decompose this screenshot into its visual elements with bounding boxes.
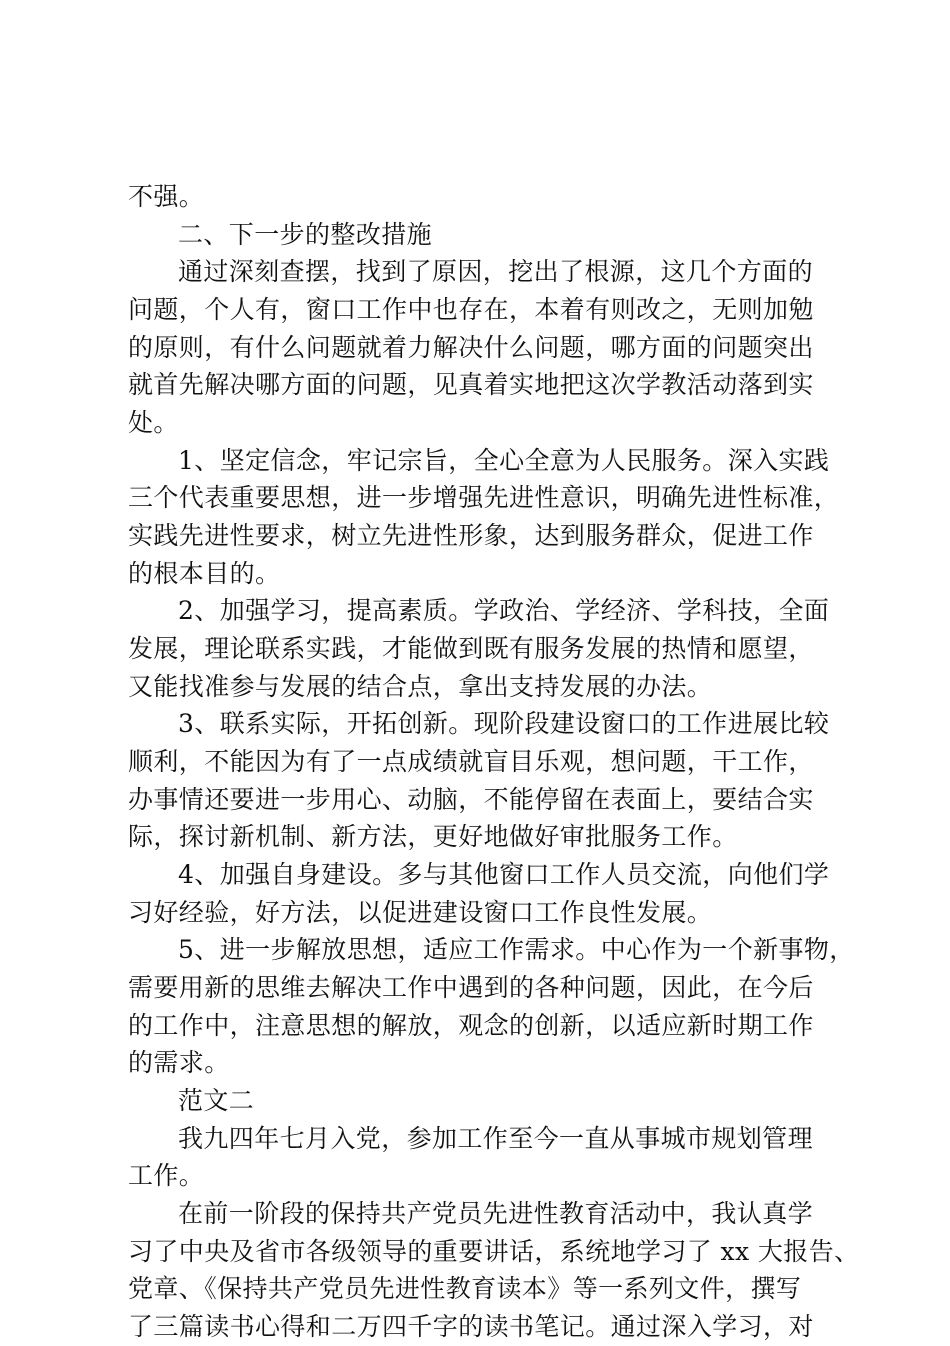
text-line: 就首先解决哪方面的问题，见真着实地把这次学教活动落到实 — [128, 370, 814, 399]
text-line: 习好经验，好方法，以促进建设窗口工作良性发展。 — [128, 898, 713, 927]
text-line: 际，探讨新机制、新方法，更好地做好审批服务工作。 — [128, 822, 738, 851]
text-line: 三个代表重要思想，进一步增强先进性意识，明确先进性标准， — [128, 483, 840, 512]
text-line: 的需求。 — [128, 1048, 230, 1077]
text-line: 又能找准参与发展的结合点，拿出支持发展的办法。 — [128, 672, 713, 701]
text-line: 了三篇读书心得和二万四千字的读书笔记。通过深入学习，对 — [128, 1312, 814, 1341]
text-line: 需要用新的思维去解决工作中遇到的各种问题，因此，在今后 — [128, 973, 814, 1002]
text-line: 在前一阶段的保持共产党员先进性教育活动中，我认真学 — [178, 1199, 814, 1228]
text-line: 3、联系实际，开拓创新。现阶段建设窗口的工作进展比较 — [178, 709, 830, 738]
text-line: 2、加强学习，提高素质。学政治、学经济、学科技，全面 — [178, 596, 830, 625]
text-line: 我九四年七月入党，参加工作至今一直从事城市规划管理 — [178, 1124, 814, 1153]
text-line: 5、进一步解放思想，适应工作需求。中心作为一个新事物， — [178, 935, 855, 964]
text-line: 的根本目的。 — [128, 559, 281, 588]
text-line: 党章、《保持共产党员先进性教育读本》等一系列文件，撰写 — [128, 1274, 802, 1303]
section-heading: 二、下一步的整改措施 — [178, 220, 433, 249]
text-line: 发展，理论联系实践，才能做到既有服务发展的热情和愿望， — [128, 634, 814, 663]
text-line: 不强。 — [128, 182, 205, 211]
text-line: 办事情还要进一步用心、动脑，不能停留在表面上，要结合实 — [128, 785, 814, 814]
text-line: 的工作中，注意思想的解放，观念的创新，以适应新时期工作 — [128, 1011, 814, 1040]
text-line: 实践先进性要求，树立先进性形象，达到服务群众，促进工作 — [128, 521, 814, 550]
text-line: 问题，个人有，窗口工作中也存在，本着有则改之，无则加勉 — [128, 295, 814, 324]
text-line: 4、加强自身建设。多与其他窗口工作人员交流，向他们学 — [178, 860, 830, 889]
text-line: 的原则，有什么问题就着力解决什么问题，哪方面的问题突出 — [128, 333, 814, 362]
text-line: 顺利，不能因为有了一点成绩就盲目乐观，想问题，干工作， — [128, 747, 814, 776]
section-heading: 范文二 — [178, 1086, 255, 1115]
text-line: 工作。 — [128, 1161, 205, 1190]
text-line: 习了中央及省市各级领导的重要讲话，系统地学习了 xx 大报告、 — [128, 1237, 860, 1266]
text-line: 1、坚定信念，牢记宗旨，全心全意为人民服务。深入实践 — [178, 446, 830, 475]
text-line: 通过深刻查摆，找到了原因，挖出了根源，这几个方面的 — [178, 257, 814, 286]
text-line: 处。 — [128, 408, 179, 437]
